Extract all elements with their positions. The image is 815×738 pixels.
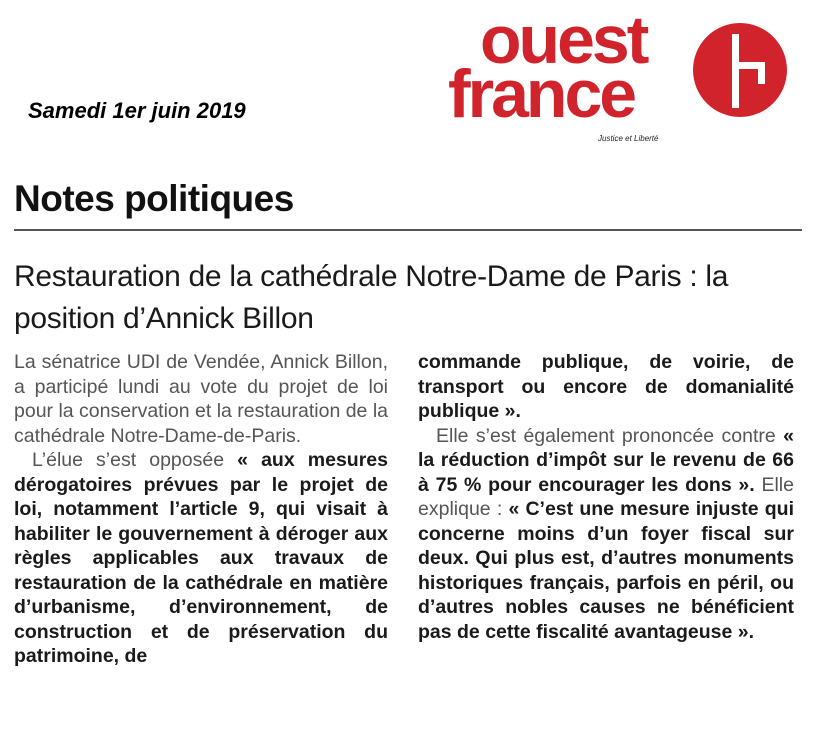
section-divider <box>14 229 802 231</box>
tax-quote: « la réduction d’impôt sur le revenu de 66 à 75 % pour encourager les dons ». <box>418 424 794 496</box>
tax-quote-explanation: « C’est une mesure injuste qui concerne moins d’un foyer fiscal sur deux. Qui plus est, d’autres monuments historiques français, parfois en péril, ou d’autres nobles causes ne bénéficient pas de cette fiscalité avantageuse ». <box>418 498 794 643</box>
opposition-intro: L’élue s’est opposée <box>32 449 225 471</box>
paragraph-tax-position <box>418 424 794 645</box>
logo-mark-icon <box>692 22 788 118</box>
ouest-france-logo <box>448 2 798 146</box>
section-title: Notes politiques <box>14 178 294 219</box>
paragraph-opposition <box>14 448 388 669</box>
article-column-left <box>14 350 388 669</box>
logo-tagline: Justice et Liberté <box>598 134 659 143</box>
opposition-quote: « aux mesures dérogatoires prévues par le projet de loi, notamment l’article 9, qui visait à habiliter le gouvernement à déroger aux règles applicables aux travaux de restauration de la cathédrale en matière d’urbanisme, d’environnement, de construction et de préservation du patrimoine, de <box>14 449 388 667</box>
quote-continued: commande publique, de voirie, de transport ou encore de domanialité publique ». <box>418 351 794 422</box>
tax-intro: Elle s’est également prononcée contre <box>436 424 776 447</box>
publication-date: Samedi 1er juin 2019 <box>28 98 246 123</box>
logo-word-ouest: ouest <box>480 2 647 78</box>
article-column-right <box>418 350 794 644</box>
paragraph-intro: La sénatrice UDI de Vendée, Annick Billon, a participé lundi au vote du projet de loi pour la conservation et la restauration de la cathédrale Notre-Dame-de-Paris. <box>14 351 388 447</box>
paragraph-quote-continued <box>418 350 794 424</box>
article-headline: Restauration de la cathédrale Notre-Dame de Paris : la position d’Annick Billon <box>14 260 729 335</box>
logo-word-france: france <box>448 56 635 132</box>
tax-explains: Elle explique : <box>418 473 794 520</box>
